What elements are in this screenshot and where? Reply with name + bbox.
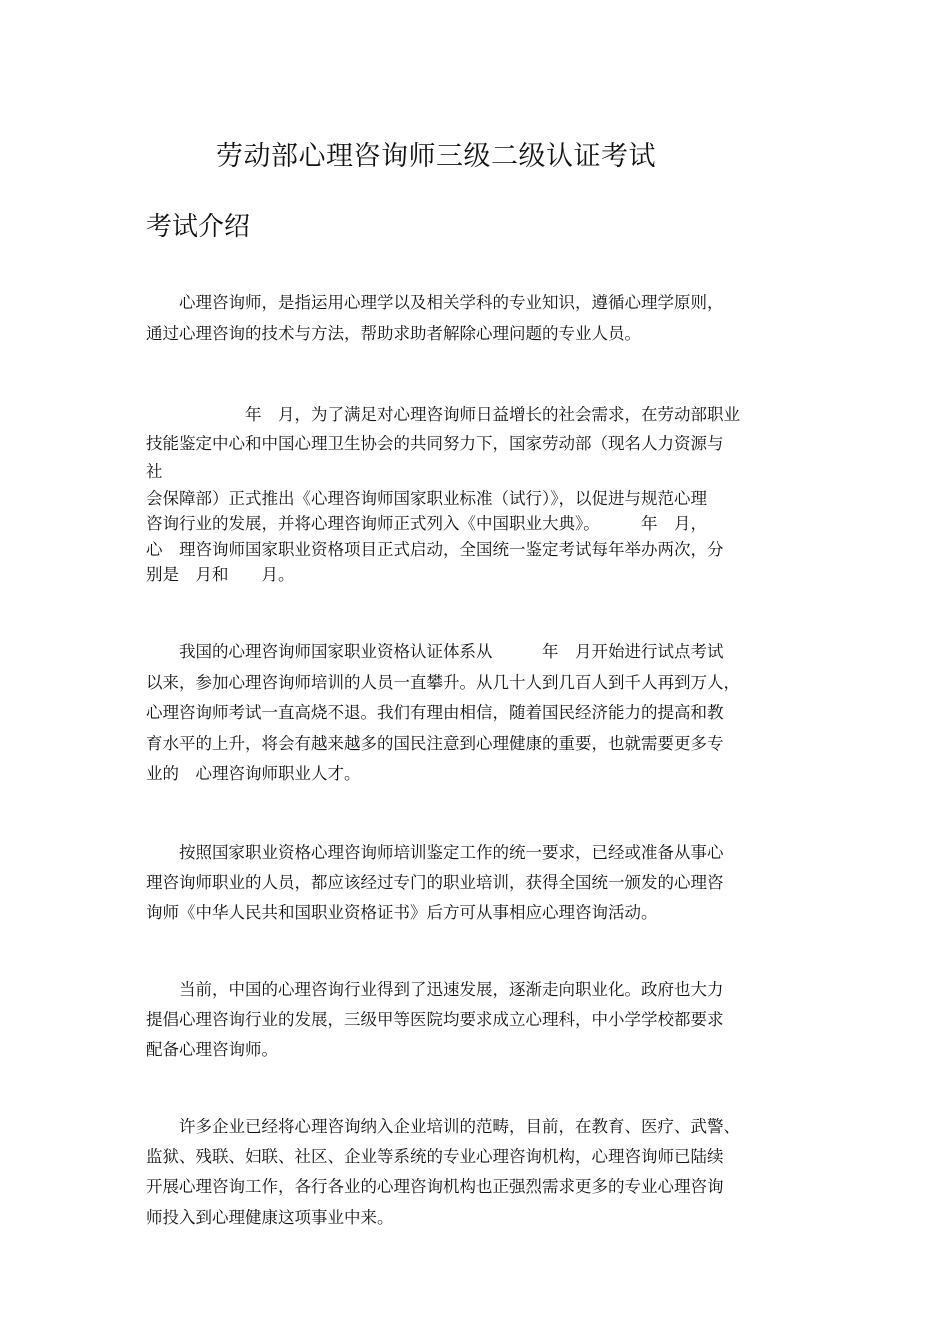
paragraph-line: 会保障部）正式推出《心理咨询师国家职业标准（试行）》，以促进与规范心理	[146, 489, 707, 508]
paragraph-line: 心理咨询师，是指运用心理学以及相关学科的专业知识，遵循心理学原则，	[146, 293, 724, 312]
paragraph-line: 年 月，为了满足对心理咨询师日益增长的社会需求，在劳动部职业	[146, 405, 740, 424]
paragraph-line: 师投入到心理健康这项事业中来。	[146, 1208, 394, 1227]
paragraph-line: 心理咨询师考试一直高烧不退。我们有理由相信，随着国民经济能力的提高和教	[146, 703, 724, 722]
paragraph-line: 配备心理咨询师。	[146, 1040, 278, 1059]
paragraph-line: 心 理咨询师国家职业资格项目正式启动，全国统一鉴定考试每年举办两次，分	[146, 540, 724, 559]
paragraph-line: 理咨询师职业的人员，都应该经过专门的职业培训，获得全国统一颁发的心理咨	[146, 873, 724, 892]
paragraph-line: 社	[146, 462, 163, 481]
paragraph-line: 技能鉴定中心和中国心理卫生协会的共同努力下，国家劳动部（现名人力资源与	[146, 434, 724, 453]
paragraph-line: 咨询行业的发展，并将心理咨询师正式列入《中国职业大典》。 年 月，	[146, 514, 707, 533]
paragraph-line: 提倡心理咨询行业的发展，三级甲等医院均要求成立心理科，中小学学校都要求	[146, 1010, 724, 1029]
paragraph-line: 开展心理咨询工作，各行各业的心理咨询机构也正强烈需求更多的专业心理咨询	[146, 1177, 724, 1196]
paragraph-line: 育水平的上升，将会有越来越多的国民注意到心理健康的重要，也就需要更多专	[146, 734, 724, 753]
paragraph-line: 业的 心理咨询师职业人才。	[146, 764, 361, 783]
document-title: 劳动部心理咨询师三级二级认证考试	[216, 141, 656, 172]
paragraph-line: 询师《中华人民共和国职业资格证书》后方可从事相应心理咨询活动。	[146, 903, 658, 922]
paragraph-line: 别是 月和 月。	[146, 565, 295, 584]
paragraph-line: 按照国家职业资格心理咨询师培训鉴定工作的统一要求，已经或准备从事心	[146, 843, 724, 862]
paragraph-line: 当前，中国的心理咨询行业得到了迅速发展，逐渐走向职业化。政府也大力	[146, 980, 724, 999]
paragraph-line: 通过心理咨询的技术与方法，帮助求助者解除心理问题的专业人员。	[146, 324, 641, 343]
section-heading: 考试介绍	[146, 212, 251, 242]
paragraph-line: 以来，参加心理咨询师培训的人员一直攀升。从几十人到几百人到千人再到万人，	[146, 673, 740, 692]
paragraph-line: 监狱、残联、妇联、社区、企业等系统的专业心理咨询机构，心理咨询师已陆续	[146, 1147, 724, 1166]
paragraph-line: 许多企业已经将心理咨询纳入企业培训的范畴，目前，在教育、医疗、武警、	[146, 1117, 740, 1136]
paragraph-line: 我国的心理咨询师国家职业资格认证体系从 年 月开始进行试点考试	[146, 642, 724, 661]
